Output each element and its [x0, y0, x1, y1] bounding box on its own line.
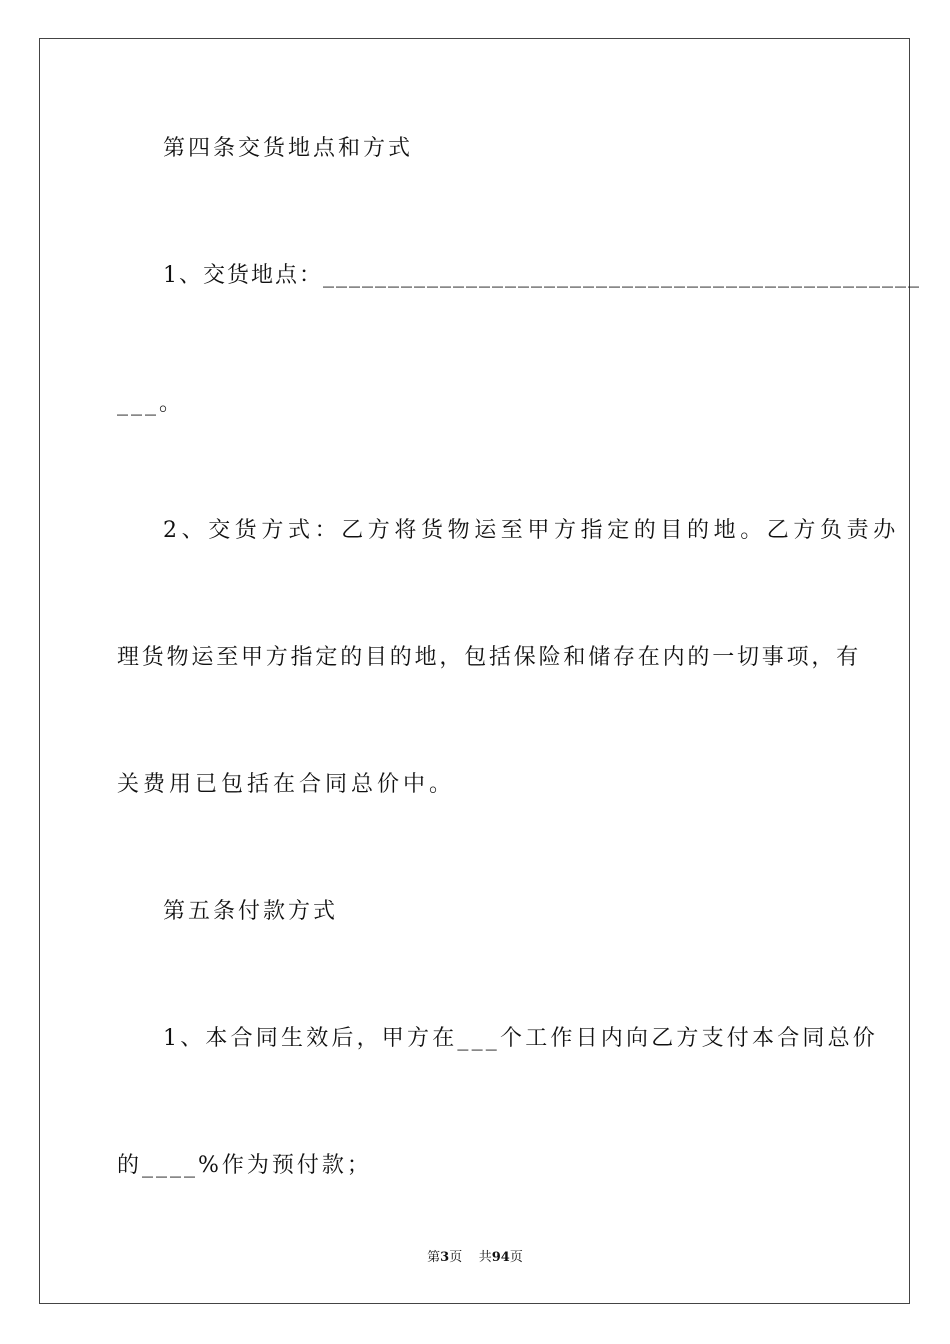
delivery-method-line-3: 关费用已包括在合同总价中。 [117, 772, 456, 797]
section-heading-5: 第五条付款方式 [163, 899, 339, 924]
delivery-location-line: 1、交货地点：______________________________________________ [163, 263, 921, 288]
footer-page-number: 3 [440, 1250, 450, 1265]
footer-total-pages: 94 [491, 1250, 510, 1265]
delivery-method-line-1: 2、交货方式：乙方将货物运至甲方指定的目的地。乙方负责办 [163, 518, 900, 543]
delivery-method-line-2: 理货物运至甲方指定的目的地，包括保险和储存在内的一切事项，有 [117, 645, 862, 670]
payment-line-2: 的____%作为预付款； [117, 1153, 372, 1178]
footer-total-suffix: 页 [509, 1250, 523, 1265]
page-footer [0, 1246, 950, 1265]
footer-total-prefix: 共 [478, 1250, 492, 1265]
footer-page-suffix: 页 [449, 1250, 463, 1265]
footer-page-prefix: 第 [427, 1250, 441, 1265]
payment-line-1: 1、本合同生效后，甲方在___个工作日内向乙方支付本合同总价 [163, 1026, 878, 1051]
section-heading-4: 第四条交货地点和方式 [163, 136, 414, 161]
delivery-location-continuation: ___。 [117, 391, 185, 416]
